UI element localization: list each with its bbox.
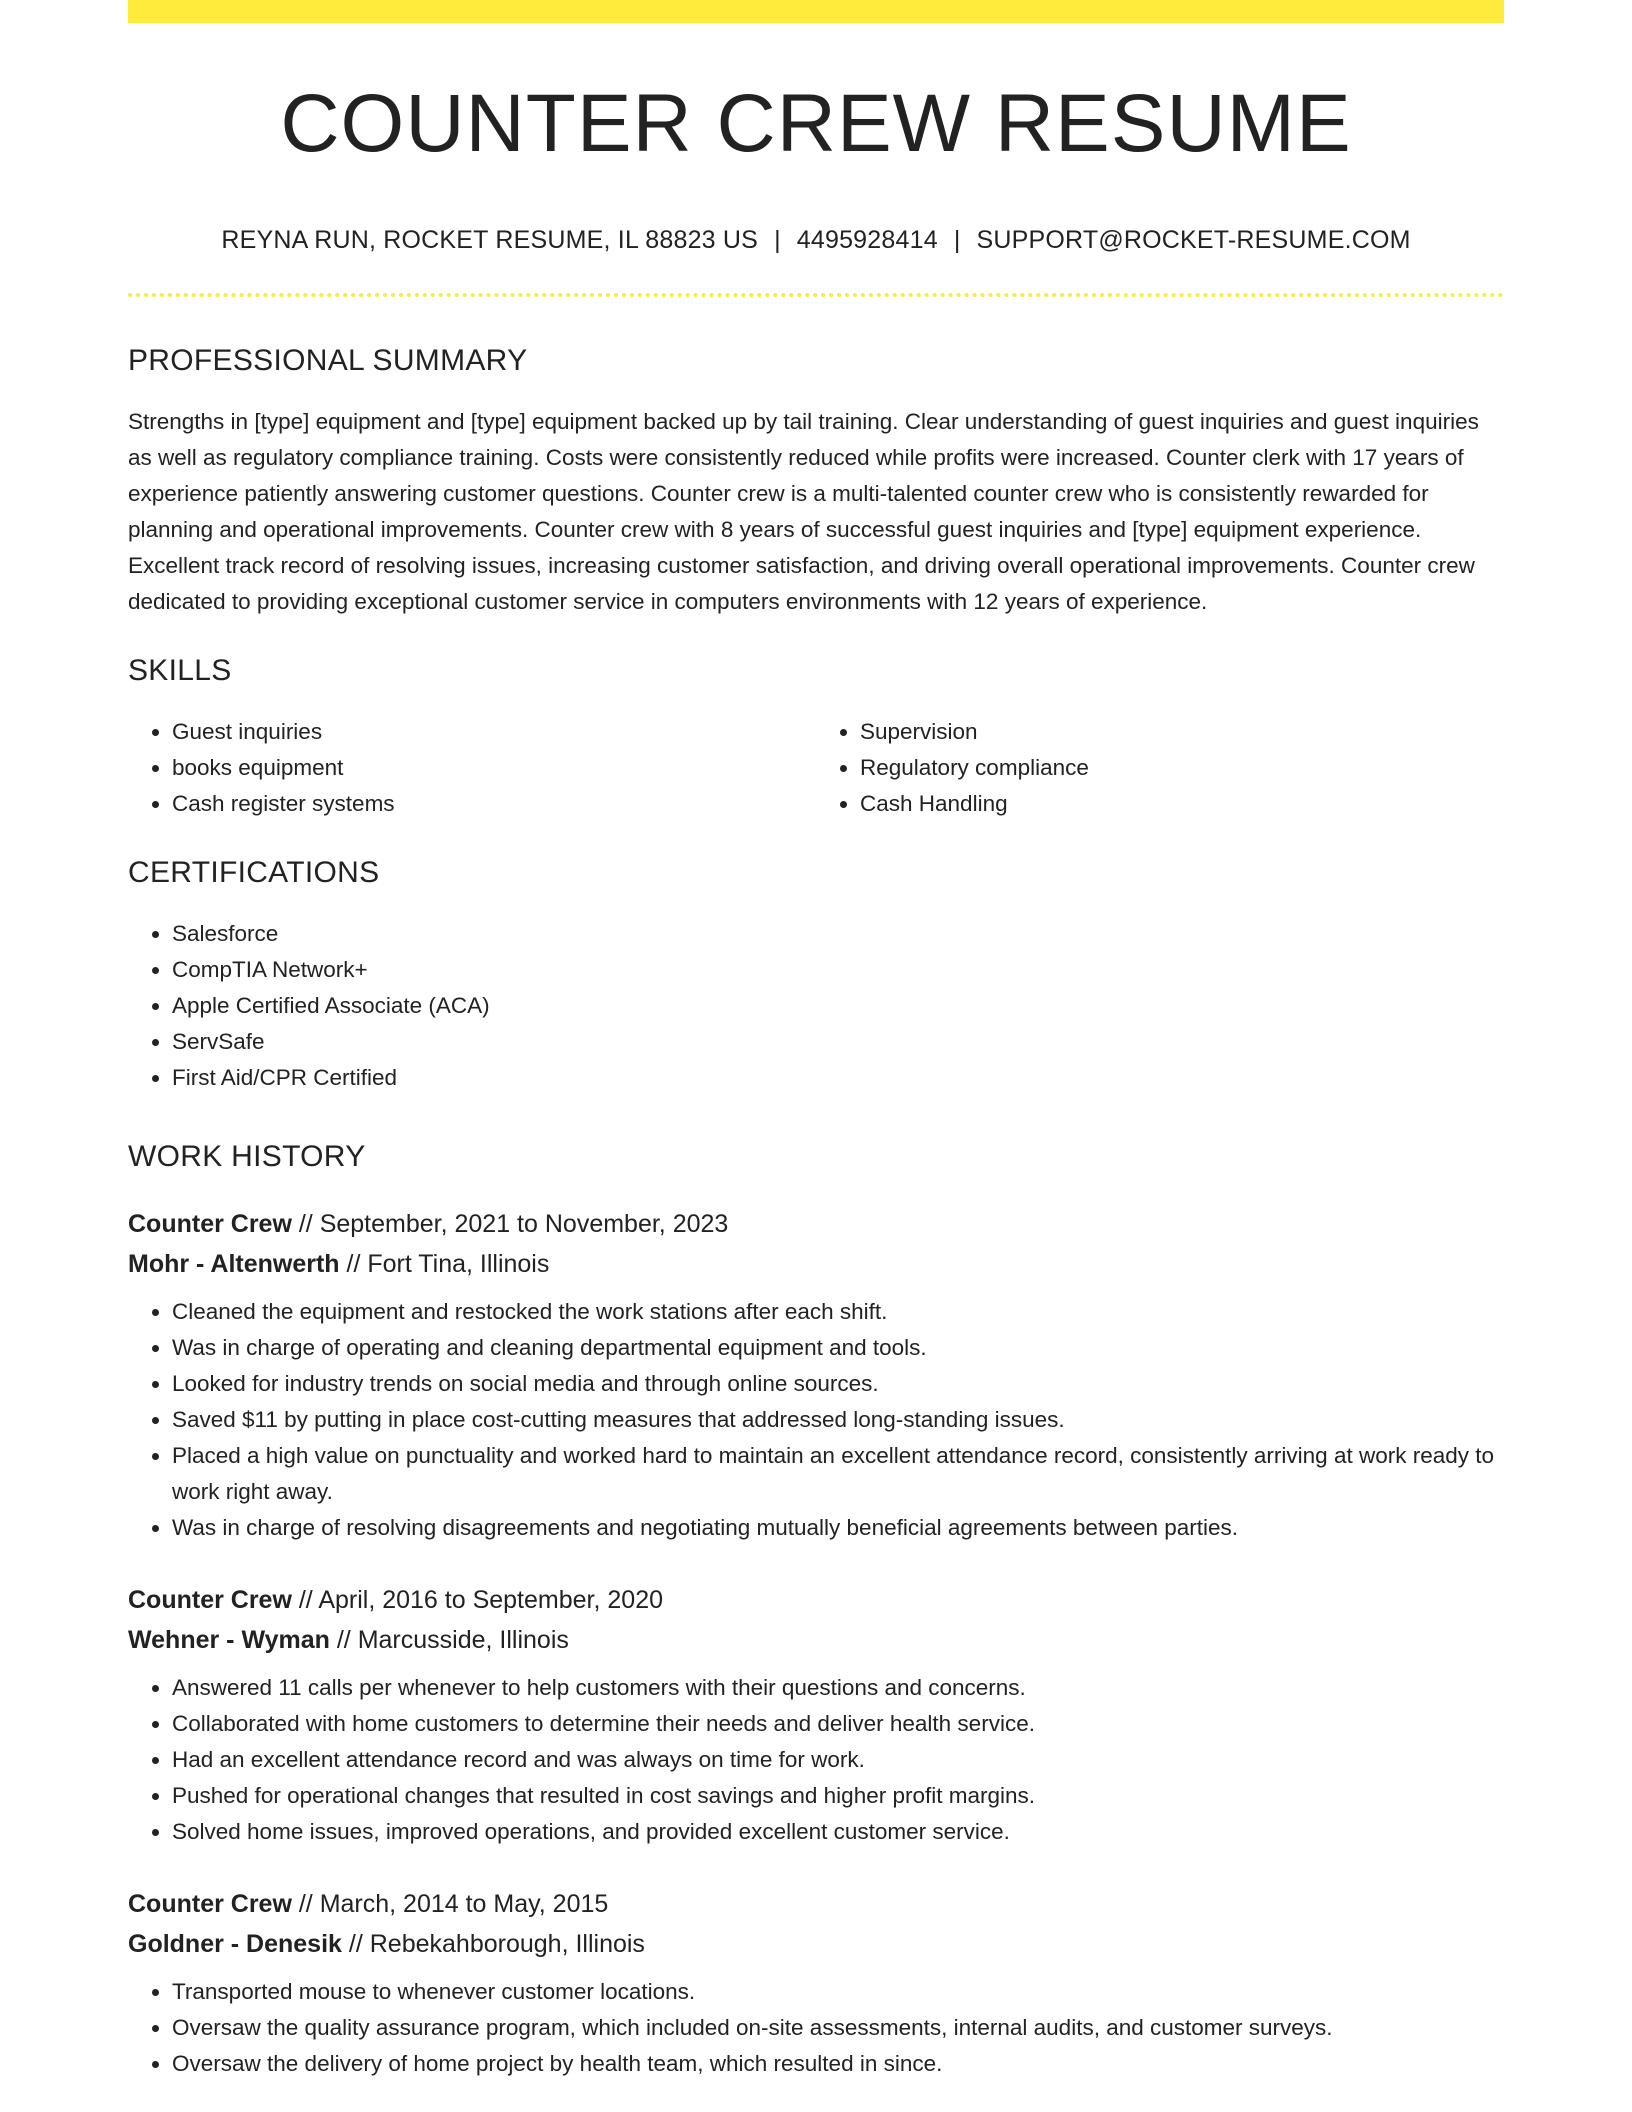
job-dates: // September, 2021 to November, 2023 [298, 1210, 729, 1238]
skill-item: • Cash Handling [860, 786, 1504, 822]
job-bullet: • Was in charge of resolving disagreements and negotiating mutually beneficial agreements between parties. [172, 1510, 1504, 1546]
job-entry [128, 1204, 1504, 1546]
job-bullet: • Solved home issues, improved operations, and provided excellent customer service. [172, 1814, 1504, 1850]
certification-item: • ServSafe [172, 1024, 1504, 1060]
job-company: Goldner - Denesik [128, 1930, 342, 1958]
job-bullet: • Saved $11 by putting in place cost-cutting measures that addressed long-standing issues. [172, 1402, 1504, 1438]
summary-heading: PROFESSIONAL SUMMARY [128, 344, 528, 377]
contact-phone: 4495928414 [796, 226, 938, 254]
job-location: // Rebekahborough, Illinois [348, 1930, 645, 1958]
certification-item: • Apple Certified Associate (ACA) [172, 988, 1504, 1024]
contact-email: SUPPORT@ROCKET-RESUME.COM [976, 226, 1411, 254]
resume-title: COUNTER CREW RESUME [280, 78, 1352, 169]
job-role-line [128, 1884, 1504, 1924]
job-bullet: • Collaborated with home customers to determine their needs and deliver health service. [172, 1706, 1504, 1742]
job-company-line [128, 1244, 1504, 1284]
skills-heading: SKILLS [128, 654, 232, 687]
job-bullet: • Oversaw the quality assurance program, which included on-site assessments, internal audits, and customer surveys. [172, 2010, 1504, 2046]
job-bullets [128, 1974, 1504, 2082]
job-role: Counter Crew [128, 1210, 292, 1238]
contact-address: REYNA RUN, ROCKET RESUME, IL 88823 US [221, 226, 759, 254]
skill-item: • Supervision [860, 714, 1504, 750]
work-history-heading: WORK HISTORY [128, 1140, 366, 1173]
job-role-line [128, 1580, 1504, 1620]
job-bullets [128, 1294, 1504, 1546]
job-location: // Marcusside, Illinois [336, 1626, 569, 1654]
job-location: // Fort Tina, Illinois [346, 1250, 550, 1278]
job-role: Counter Crew [128, 1586, 292, 1614]
certifications-heading: CERTIFICATIONS [128, 856, 380, 889]
job-bullet: • Oversaw the delivery of home project by health team, which resulted in since. [172, 2046, 1504, 2082]
job-bullet: • Was in charge of operating and cleaning departmental equipment and tools. [172, 1330, 1504, 1366]
skill-item: • Cash register systems [172, 786, 816, 822]
job-company: Wehner - Wyman [128, 1626, 330, 1654]
job-bullet: • Pushed for operational changes that resulted in cost savings and higher profit margins. [172, 1778, 1504, 1814]
skill-item: • books equipment [172, 750, 816, 786]
contact-separator: | [774, 226, 781, 254]
skill-item: • Guest inquiries [172, 714, 816, 750]
skill-item: • Regulatory compliance [860, 750, 1504, 786]
skills-left-list [128, 714, 816, 822]
job-bullet: • Looked for industry trends on social media and through online sources. [172, 1366, 1504, 1402]
skills-columns [128, 714, 1504, 822]
job-bullet: • Placed a high value on punctuality and worked hard to maintain an excellent attendance record, consistently arriving at work ready to work right away. [172, 1438, 1504, 1510]
top-accent-bar [128, 0, 1504, 23]
contact-line [128, 226, 1504, 255]
job-company: Mohr - Altenwerth [128, 1250, 340, 1278]
certification-item: • First Aid/CPR Certified [172, 1060, 1504, 1096]
job-company-line [128, 1924, 1504, 1964]
job-company-line [128, 1620, 1504, 1660]
job-dates: // March, 2014 to May, 2015 [298, 1890, 609, 1918]
job-bullets [128, 1670, 1504, 1850]
job-bullet: • Transported mouse to whenever customer locations. [172, 1974, 1504, 2010]
job-bullet: • Answered 11 calls per whenever to help customers with their questions and concerns. [172, 1670, 1504, 1706]
summary-text: Strengths in [type] equipment and [type] equipment backed up by tail training. Clear understanding of guest inquiries and guest inquiries as well as regulatory compliance training. Costs were consistently reduced while profits were increased. Counter clerk with 17 years of experience patiently answering customer questions. Counter crew is a multi-talented counter crew who is consistently rewarded for planning and operational improvements. Counter crew with 8 years of successful guest inquiries and [type] equipment experience. Excellent track record of resolving issues, increasing customer satisfaction, and driving overall operational improvements. Counter crew dedicated to providing exceptional customer service in computers environments with 12 years of experience. [128, 409, 1479, 614]
job-entry [128, 1580, 1504, 1850]
contact-separator: | [953, 226, 961, 254]
job-role: Counter Crew [128, 1890, 292, 1918]
skills-right-list [816, 714, 1504, 822]
certification-item: • Salesforce [172, 916, 1504, 952]
certifications-list [128, 916, 1504, 1096]
job-bullet: • Had an excellent attendance record and was always on time for work. [172, 1742, 1504, 1778]
job-bullet: • Cleaned the equipment and restocked the work stations after each shift. [172, 1294, 1504, 1330]
job-dates: // April, 2016 to September, 2020 [298, 1586, 663, 1614]
dotted-divider [128, 293, 1504, 297]
certification-item: • CompTIA Network+ [172, 952, 1504, 988]
resume-page [128, 0, 1504, 2082]
job-entry [128, 1884, 1504, 2082]
job-role-line [128, 1204, 1504, 1244]
